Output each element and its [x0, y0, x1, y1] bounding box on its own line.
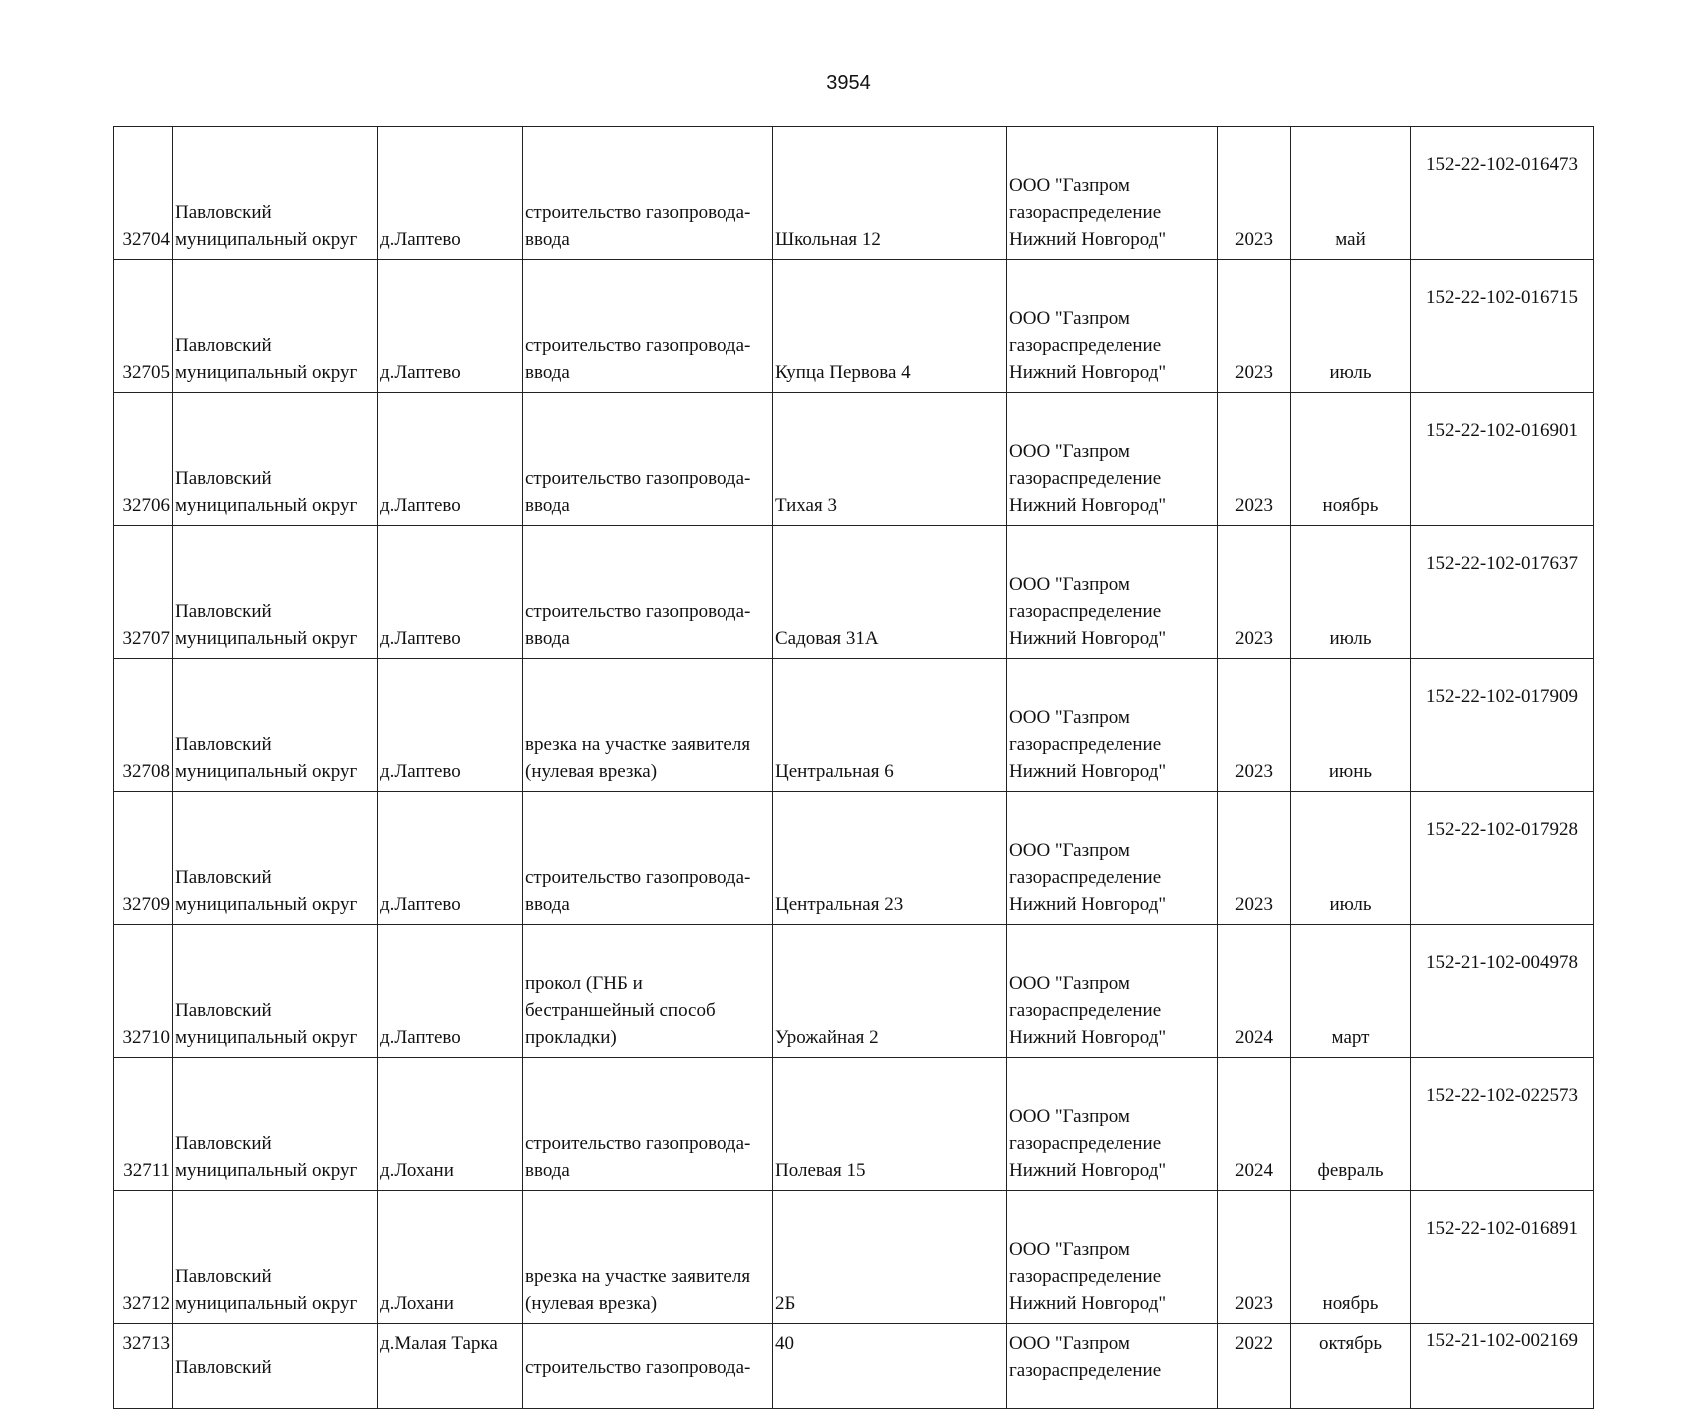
year-cell: 2023: [1218, 659, 1291, 792]
year-cell: 2023: [1218, 1191, 1291, 1324]
district-cell: Павловский муниципальный округ: [173, 925, 378, 1058]
address-cell: Школьная 12: [773, 127, 1007, 260]
work-type-cell: врезка на участке заявителя (нулевая врезка): [523, 659, 773, 792]
gas-connection-table: [113, 126, 1594, 1409]
organization-cell: ООО "Газпром газораспределение Нижний Новгород": [1007, 393, 1218, 526]
row-number: 32711: [114, 1058, 173, 1191]
locality-cell: д.Лохани: [378, 1191, 523, 1324]
table-body: [114, 127, 1594, 1409]
month-cell: май: [1291, 127, 1411, 260]
district-cell: Павловский муниципальный округ: [173, 659, 378, 792]
registry-code-cell: 152-22-102-017928: [1411, 792, 1594, 925]
district-cell: Павловский муниципальный округ: [173, 526, 378, 659]
locality-cell: д.Лаптево: [378, 792, 523, 925]
organization-cell: ООО "Газпром газораспределение Нижний Новгород": [1007, 792, 1218, 925]
locality-cell: д.Лаптево: [378, 127, 523, 260]
table-row: [114, 260, 1594, 393]
year-cell: 2024: [1218, 1058, 1291, 1191]
page-number: 3954: [826, 72, 871, 94]
district-cell: Павловский: [173, 1324, 378, 1409]
row-number: 32707: [114, 526, 173, 659]
registry-code-cell: 152-22-102-016891: [1411, 1191, 1594, 1324]
registry-code-cell: 152-22-102-016473: [1411, 127, 1594, 260]
locality-cell: д.Лаптево: [378, 260, 523, 393]
work-type-cell: строительство газопровода- ввода: [523, 526, 773, 659]
organization-cell: ООО "Газпром газораспределение Нижний Новгород": [1007, 1191, 1218, 1324]
organization-cell: ООО "Газпром газораспределение Нижний Новгород": [1007, 260, 1218, 393]
address-cell: 2Б: [773, 1191, 1007, 1324]
district-cell: Павловский муниципальный округ: [173, 1191, 378, 1324]
table-row: [114, 792, 1594, 925]
row-number: 32704: [114, 127, 173, 260]
work-type-cell: строительство газопровода- ввода: [523, 260, 773, 393]
table-row: [114, 1058, 1594, 1191]
locality-cell: д.Лаптево: [378, 526, 523, 659]
year-cell: 2023: [1218, 393, 1291, 526]
address-cell: Центральная 23: [773, 792, 1007, 925]
month-cell: март: [1291, 925, 1411, 1058]
organization-cell: ООО "Газпром газораспределение Нижний Новгород": [1007, 659, 1218, 792]
address-cell: Урожайная 2: [773, 925, 1007, 1058]
month-cell: июль: [1291, 792, 1411, 925]
year-cell: 2023: [1218, 260, 1291, 393]
address-cell: Полевая 15: [773, 1058, 1007, 1191]
work-type-cell: строительство газопровода-: [523, 1324, 773, 1409]
district-cell: Павловский муниципальный округ: [173, 127, 378, 260]
row-number: 32708: [114, 659, 173, 792]
locality-cell: д.Лохани: [378, 1058, 523, 1191]
year-cell: 2023: [1218, 526, 1291, 659]
table-row: [114, 127, 1594, 260]
row-number: 32709: [114, 792, 173, 925]
table-row: [114, 925, 1594, 1058]
year-cell: 2022: [1218, 1324, 1291, 1409]
district-cell: Павловский муниципальный округ: [173, 393, 378, 526]
organization-cell: ООО "Газпром газораспределение: [1007, 1324, 1218, 1409]
address-cell: Садовая 31А: [773, 526, 1007, 659]
address-cell: Купца Первова 4: [773, 260, 1007, 393]
registry-code-cell: 152-22-102-017909: [1411, 659, 1594, 792]
row-number: 32713: [114, 1324, 173, 1409]
organization-cell: ООО "Газпром газораспределение Нижний Новгород": [1007, 1058, 1218, 1191]
month-cell: июль: [1291, 260, 1411, 393]
work-type-cell: строительство газопровода- ввода: [523, 393, 773, 526]
table-row: [114, 526, 1594, 659]
work-type-cell: строительство газопровода- ввода: [523, 127, 773, 260]
month-cell: ноябрь: [1291, 393, 1411, 526]
registry-code-cell: 152-22-102-022573: [1411, 1058, 1594, 1191]
table-row: [114, 659, 1594, 792]
organization-cell: ООО "Газпром газораспределение Нижний Новгород": [1007, 526, 1218, 659]
year-cell: 2023: [1218, 127, 1291, 260]
district-cell: Павловский муниципальный округ: [173, 260, 378, 393]
year-cell: 2023: [1218, 792, 1291, 925]
table-row: [114, 1324, 1594, 1409]
registry-code-cell: 152-21-102-002169: [1411, 1324, 1594, 1409]
month-cell: июль: [1291, 526, 1411, 659]
locality-cell: д.Лаптево: [378, 393, 523, 526]
district-cell: Павловский муниципальный округ: [173, 792, 378, 925]
year-cell: 2024: [1218, 925, 1291, 1058]
organization-cell: ООО "Газпром газораспределение Нижний Новгород": [1007, 925, 1218, 1058]
district-cell: Павловский муниципальный округ: [173, 1058, 378, 1191]
month-cell: ноябрь: [1291, 1191, 1411, 1324]
registry-code-cell: 152-22-102-017637: [1411, 526, 1594, 659]
registry-code-cell: 152-22-102-016901: [1411, 393, 1594, 526]
row-number: 32705: [114, 260, 173, 393]
row-number: 32710: [114, 925, 173, 1058]
work-type-cell: врезка на участке заявителя (нулевая врезка): [523, 1191, 773, 1324]
table-row: [114, 1191, 1594, 1324]
work-type-cell: строительство газопровода- ввода: [523, 792, 773, 925]
address-cell: Тихая 3: [773, 393, 1007, 526]
row-number: 32706: [114, 393, 173, 526]
address-cell: 40: [773, 1324, 1007, 1409]
month-cell: июнь: [1291, 659, 1411, 792]
row-number: 32712: [114, 1191, 173, 1324]
address-cell: Центральная 6: [773, 659, 1007, 792]
organization-cell: ООО "Газпром газораспределение Нижний Новгород": [1007, 127, 1218, 260]
work-type-cell: прокол (ГНБ и бестраншейный способ прокладки): [523, 925, 773, 1058]
work-type-cell: строительство газопровода- ввода: [523, 1058, 773, 1191]
table-row: [114, 393, 1594, 526]
month-cell: октябрь: [1291, 1324, 1411, 1409]
month-cell: февраль: [1291, 1058, 1411, 1191]
registry-code-cell: 152-21-102-004978: [1411, 925, 1594, 1058]
locality-cell: д.Малая Тарка: [378, 1324, 523, 1409]
registry-code-cell: 152-22-102-016715: [1411, 260, 1594, 393]
locality-cell: д.Лаптево: [378, 925, 523, 1058]
locality-cell: д.Лаптево: [378, 659, 523, 792]
